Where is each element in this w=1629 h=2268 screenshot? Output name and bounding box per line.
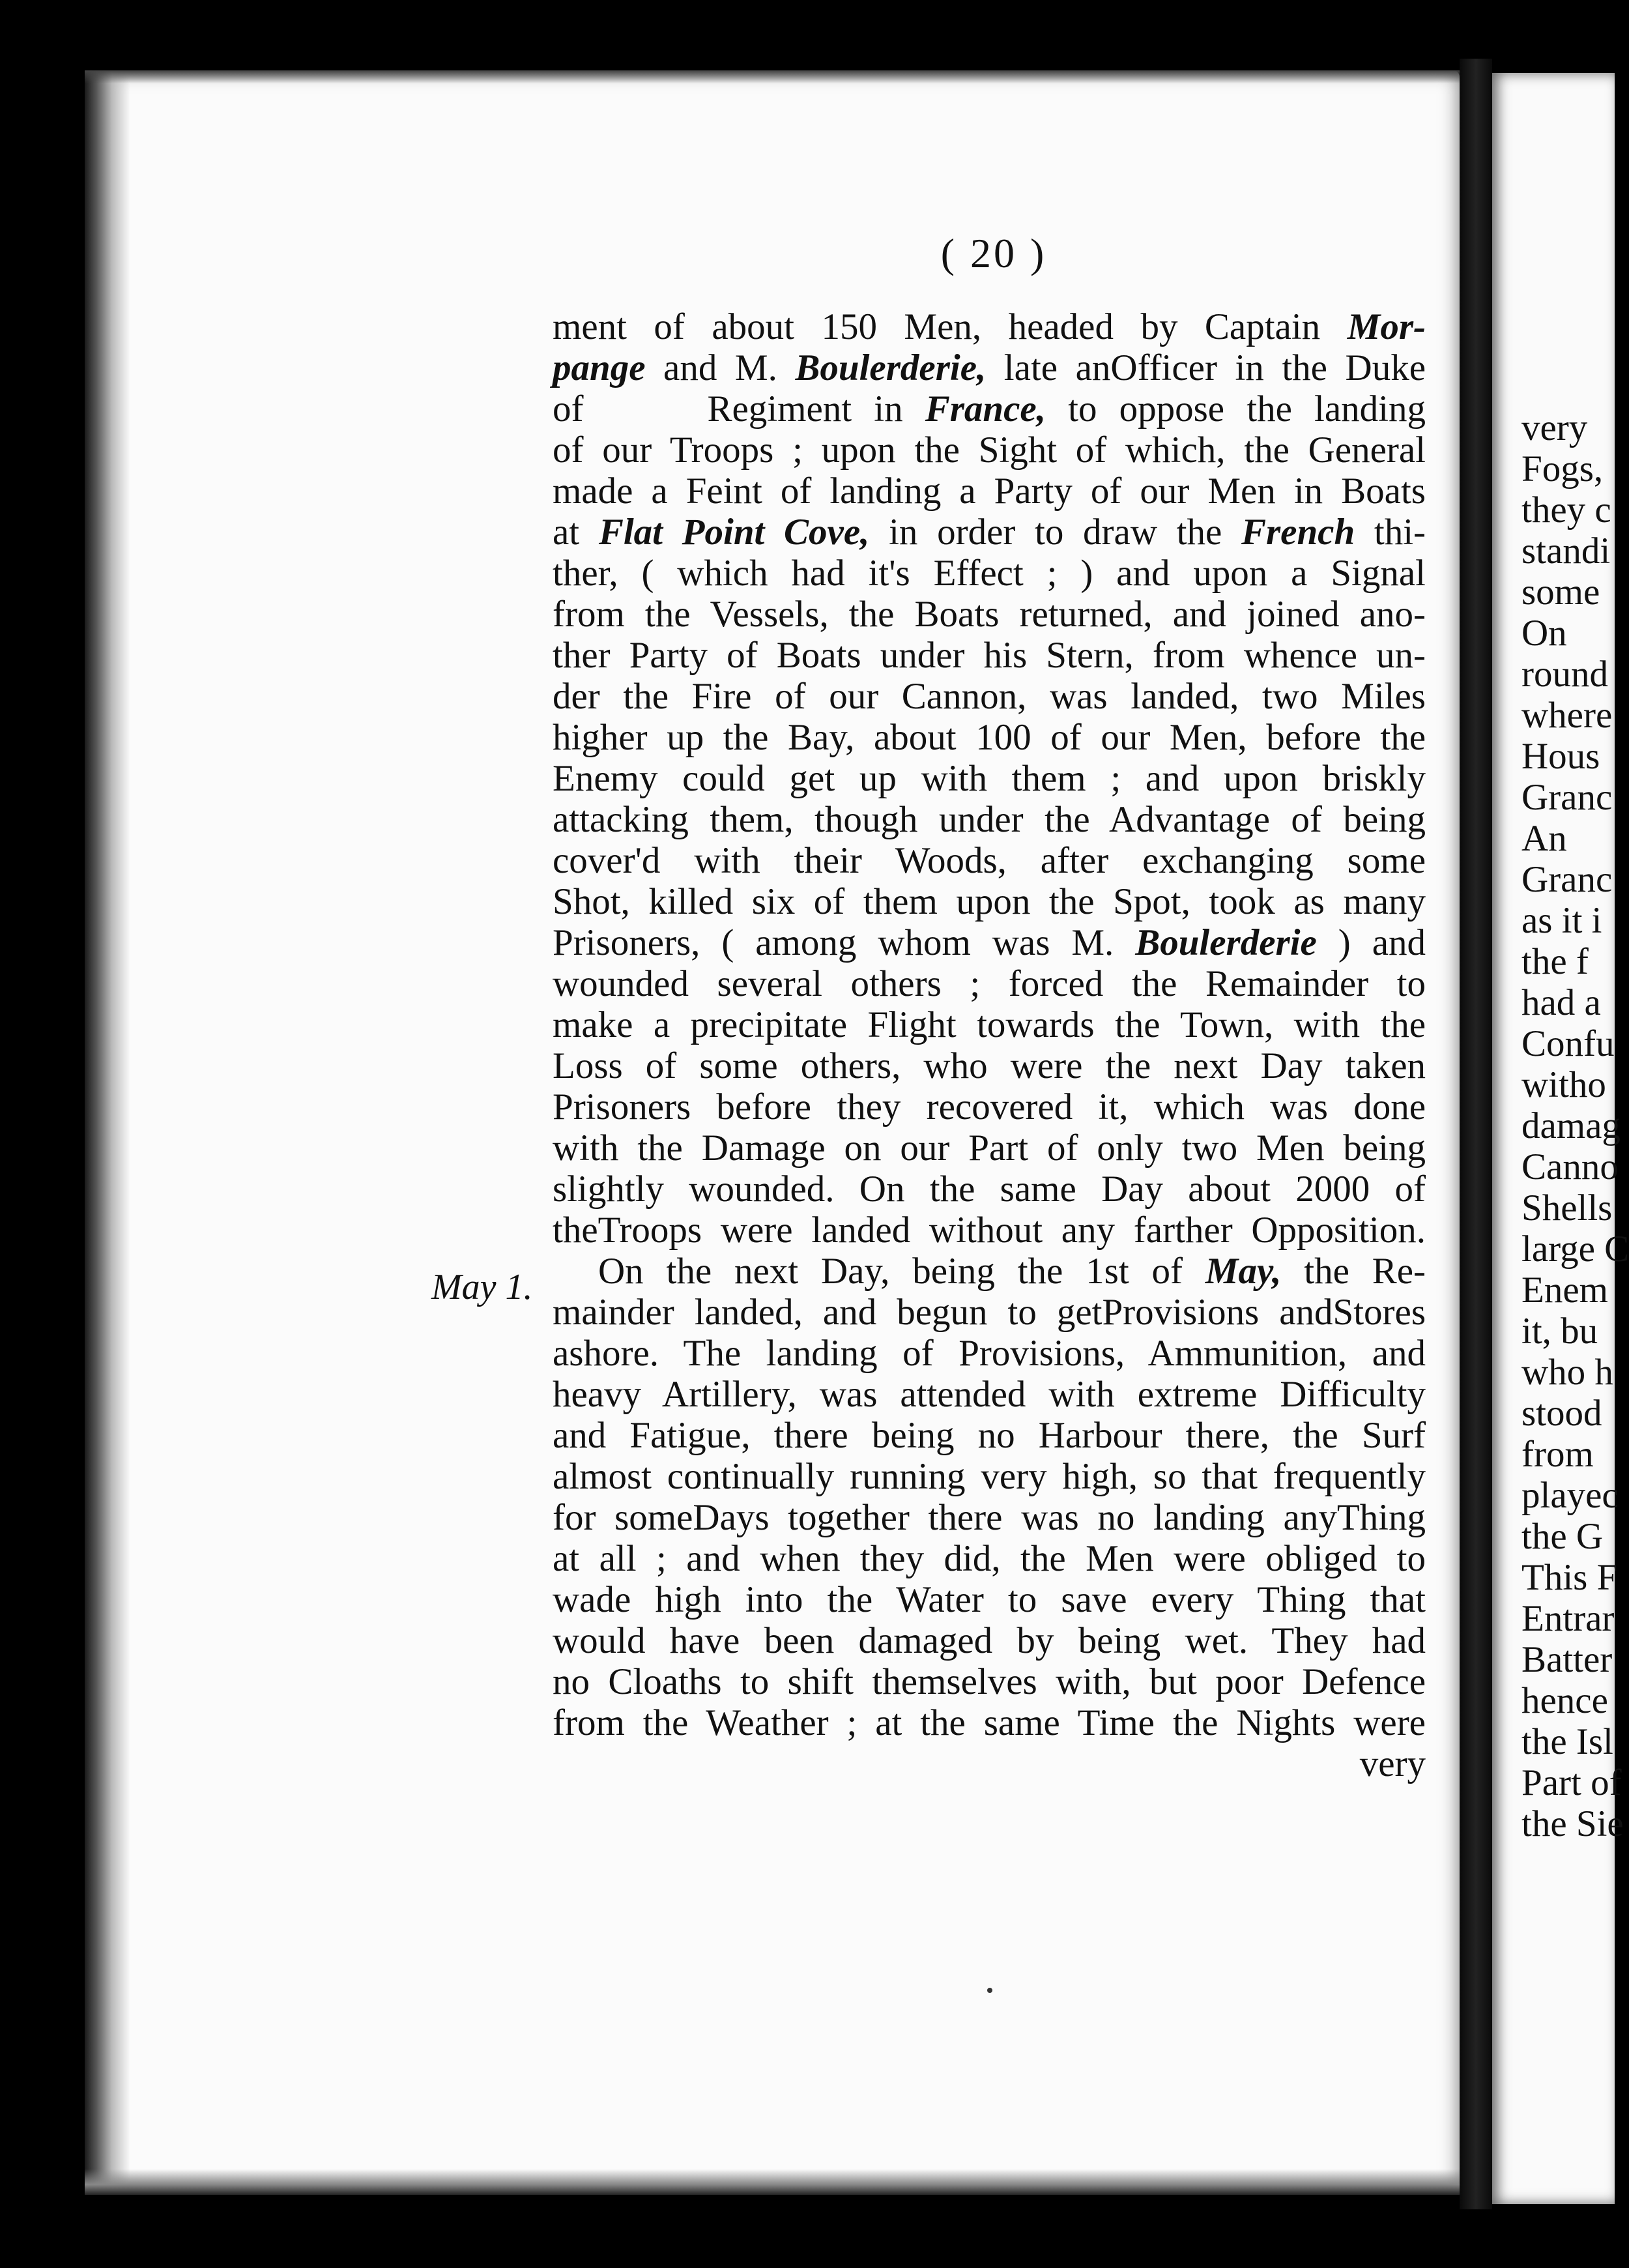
right-page-line: had a: [1521, 982, 1601, 1023]
italic-text: France,: [925, 388, 1046, 429]
text-line: [553, 881, 1426, 922]
text-run: at all ; and when they did, the Men were obliged to: [553, 1538, 1426, 1579]
text-line: [553, 922, 1426, 963]
text-run: made a Feint of landing a Party of our Men in Boats: [553, 471, 1426, 512]
right-page-line: round: [1521, 654, 1608, 695]
text-line: [553, 1292, 1426, 1333]
text-run: to oppose the landing: [1045, 388, 1426, 429]
italic-text: Flat Point Cove,: [598, 512, 870, 553]
right-page-line: they c: [1521, 489, 1611, 531]
text-line: [553, 1169, 1426, 1210]
text-run: no Cloaths to shift themselves with, but poor Defence: [553, 1661, 1426, 1702]
italic-text: Boulerderie,: [795, 347, 987, 388]
text-line: [553, 1620, 1426, 1661]
right-page-line: playec: [1521, 1475, 1619, 1516]
page-number: ( 20 ): [940, 230, 1047, 276]
text-line: [553, 1702, 1426, 1743]
italic-text: French: [1241, 512, 1355, 553]
text-line: [553, 676, 1426, 717]
right-page-line: On: [1521, 613, 1567, 654]
text-line: [553, 1251, 1426, 1292]
right-page-line: Granc: [1521, 777, 1613, 818]
text-run: ment of about 150 Men, headed by Captain: [553, 306, 1348, 347]
text-run: would have been damaged by being wet. They had: [553, 1620, 1426, 1661]
text-line: [553, 594, 1426, 635]
text-line: [553, 553, 1426, 594]
italic-text: May,: [1205, 1251, 1282, 1292]
text-run: in order to draw the: [869, 512, 1241, 553]
text-run: Shot, killed six of them upon the Spot, took as many: [553, 881, 1426, 922]
text-run: der the Fire of our Cannon, was landed, two Miles: [553, 676, 1426, 717]
right-page-line: the Sie: [1521, 1803, 1624, 1844]
text-run: almost continually running very high, so that frequently: [553, 1456, 1426, 1497]
right-page-line: the Isl: [1521, 1721, 1613, 1762]
right-page-line: as it i: [1521, 900, 1602, 941]
right-page-line: An: [1521, 818, 1567, 859]
text-line: [553, 1374, 1426, 1415]
margin-note-date: May 1.: [431, 1267, 533, 1307]
text-run: cover'd with their Woods, after exchanging some: [553, 840, 1426, 881]
text-line: [553, 1127, 1426, 1169]
text-line: [553, 1415, 1426, 1456]
right-page-line: This F: [1521, 1557, 1618, 1598]
right-page-line: Enem: [1521, 1270, 1608, 1311]
text-line: [553, 1579, 1426, 1620]
text-run: for someDays together there was no landing anyThing: [553, 1497, 1426, 1538]
right-page-line: Granc: [1521, 859, 1613, 900]
text-line: [553, 1538, 1426, 1579]
right-page-line: from: [1521, 1434, 1594, 1475]
text-run: On the next Day, being the 1st of: [598, 1251, 1205, 1292]
text-run: mainder landed, and begun to getProvisions andStores: [553, 1292, 1426, 1333]
text-run: wade high into the Water to save every Thing that: [553, 1579, 1426, 1620]
text-run: the Re-: [1281, 1251, 1426, 1292]
text-line: [553, 1743, 1426, 1784]
text-run: and Fatigue, there being no Harbour there, the Surf: [553, 1415, 1426, 1456]
text-line: [553, 347, 1426, 388]
right-page-line: who h: [1521, 1352, 1613, 1393]
text-run: slightly wounded. On the same Day about 2000 of: [553, 1169, 1426, 1210]
text-run: Regiment in: [707, 388, 925, 429]
text-line: [553, 388, 1426, 429]
text-run: late anOfficer in the Duke: [986, 347, 1426, 388]
right-page-line: some: [1521, 572, 1600, 613]
right-page-line: it, bu: [1521, 1311, 1598, 1352]
text-run: theTroops were landed without any farther Opposition.: [553, 1210, 1426, 1251]
right-page-line: stood: [1521, 1393, 1602, 1434]
right-page-line: Batter: [1521, 1639, 1613, 1680]
text-line: [553, 1086, 1426, 1127]
text-line: [553, 799, 1426, 840]
text-line: [553, 512, 1426, 553]
text-run: at: [553, 512, 599, 553]
right-page-line: Fogs,: [1521, 448, 1604, 489]
text-run: heavy Artillery, was attended with extreme Difficulty: [553, 1374, 1426, 1415]
text-run: Loss of some others, who were the next Day taken: [553, 1045, 1426, 1086]
text-run: and M.: [645, 347, 796, 388]
text-line: [553, 758, 1426, 799]
right-page-line: Entrar: [1521, 1598, 1615, 1639]
text-line: [553, 963, 1426, 1004]
italic-text: pange: [553, 347, 646, 388]
text-line: [553, 1333, 1426, 1374]
right-page-line: hence: [1521, 1680, 1608, 1721]
book-gutter: [1460, 59, 1492, 2209]
body-text: [553, 306, 1426, 1784]
right-page: [1492, 73, 1629, 2204]
text-run: very: [1359, 1743, 1426, 1784]
text-run: Prisoners before they recovered it, which was done: [553, 1086, 1426, 1127]
right-page-line: the f: [1521, 941, 1589, 982]
text-run: ) and: [1316, 922, 1426, 963]
right-page-line: Canno: [1521, 1146, 1619, 1187]
text-line: [553, 429, 1426, 471]
paper-speck: [987, 1988, 992, 1993]
italic-text: Mor-: [1347, 306, 1426, 347]
text-run: Enemy could get up with them ; and upon briskly: [553, 758, 1426, 799]
text-run: make a precipitate Flight towards the Town, with the: [553, 1004, 1426, 1045]
text-run: from the Weather ; at the same Time the Nights were: [553, 1702, 1426, 1743]
text-line: [553, 1210, 1426, 1251]
right-page-line: Hous: [1521, 736, 1600, 777]
text-line: [553, 1004, 1426, 1045]
text-run: with the Damage on our Part of only two Men being: [553, 1127, 1426, 1169]
text-run: ashore. The landing of Provisions, Ammunition, and: [553, 1333, 1426, 1374]
right-page-line: Confu: [1521, 1023, 1615, 1064]
text-run: attacking them, though under the Advantage of being: [553, 799, 1426, 840]
text-run: higher up the Bay, about 100 of our Men, before the: [553, 717, 1426, 758]
text-line: [553, 840, 1426, 881]
right-page-line: very: [1521, 407, 1588, 448]
right-page-line: large C: [1521, 1228, 1629, 1270]
text-run: of: [553, 388, 584, 429]
text-line: [553, 1497, 1426, 1538]
text-run: wounded several others ; forced the Remainder to: [553, 963, 1426, 1004]
right-page-line: witho: [1521, 1064, 1606, 1105]
right-page-line: where: [1521, 695, 1613, 736]
page-bottom-shadow: [85, 2169, 1460, 2195]
right-page-line: Shells: [1521, 1187, 1613, 1228]
right-page-text: [1521, 407, 1629, 1844]
italic-text: Boulerderie: [1135, 922, 1317, 963]
text-run: ther Party of Boats under his Stern, from whence un-: [553, 635, 1426, 676]
text-line: [553, 471, 1426, 512]
page-top-shadow: [85, 70, 1460, 83]
text-line: [553, 1661, 1426, 1702]
text-line: [553, 717, 1426, 758]
text-line: [553, 1456, 1426, 1497]
text-run: ther, ( which had it's Effect ; ) and upon a Signal: [553, 553, 1426, 594]
right-page-line: damag: [1521, 1105, 1621, 1146]
text-line: [553, 635, 1426, 676]
right-page-line: standi: [1521, 531, 1611, 572]
text-line: [553, 1045, 1426, 1086]
right-page-line: the G: [1521, 1516, 1604, 1557]
text-run: Prisoners, ( among whom was M.: [553, 922, 1136, 963]
right-page-line: Part of: [1521, 1762, 1622, 1803]
text-run: thi-: [1355, 512, 1426, 553]
page-edge-shadow: [85, 70, 130, 2195]
text-run: from the Vessels, the Boats returned, and joined ano-: [553, 594, 1426, 635]
text-run: of our Troops ; upon the Sight of which, the General: [553, 429, 1426, 471]
text-line: [553, 306, 1426, 347]
